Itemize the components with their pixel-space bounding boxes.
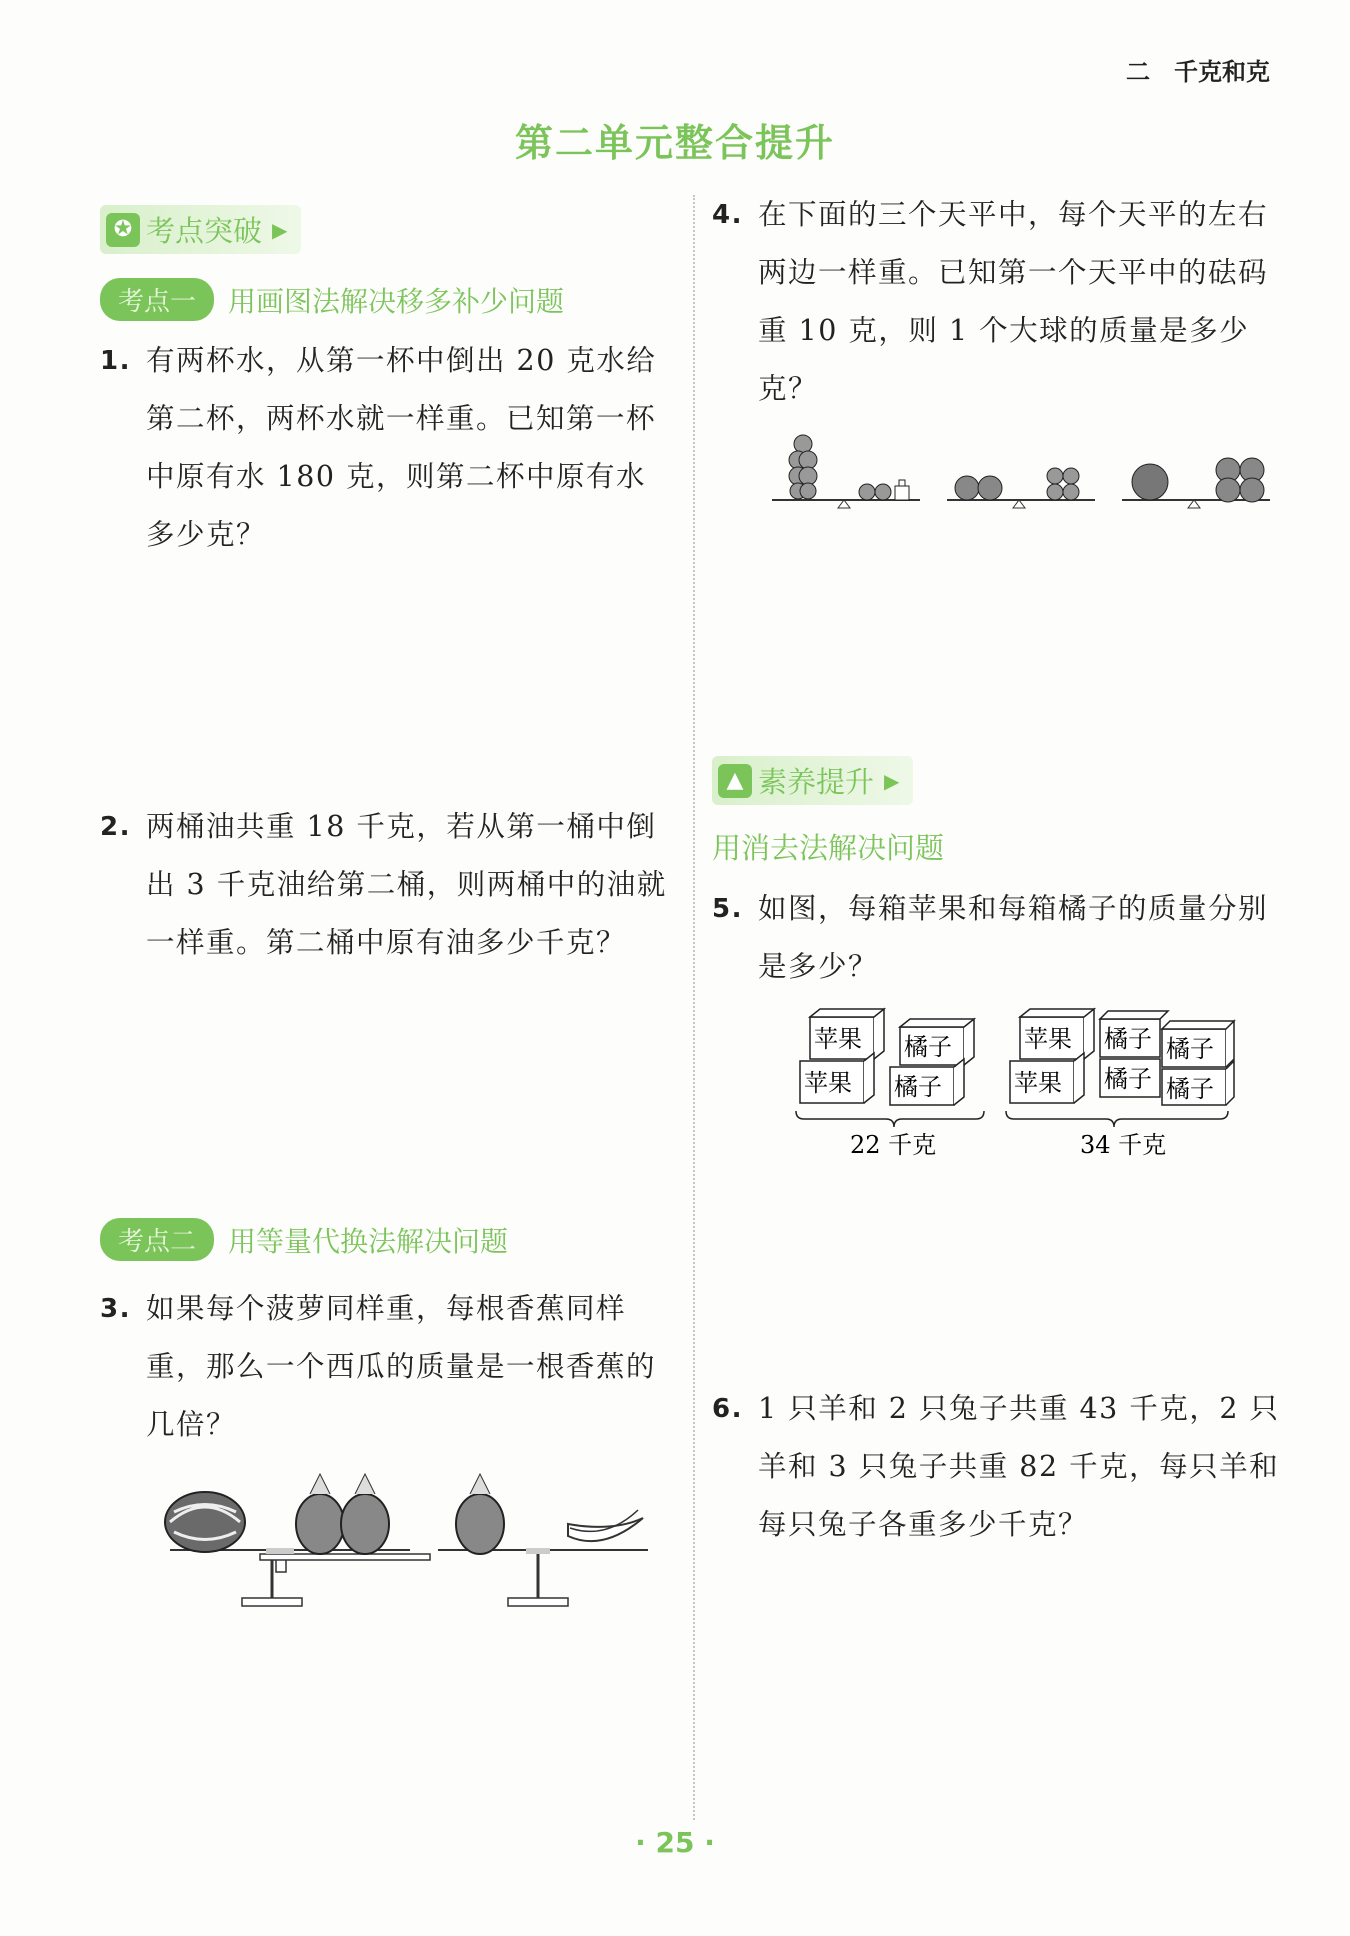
- figure-5-boxes: [790, 1005, 1260, 1165]
- question-number: 4.: [712, 200, 743, 230]
- question-text: 1 只羊和 2 只兔子共重 43 千克，2 只羊和 3 只兔子共重 82 千克，每只羊和每只兔子各重多少千克？: [758, 1392, 1280, 1541]
- column-divider: [693, 195, 695, 1820]
- breakthrough-label: 考点突破: [146, 214, 263, 248]
- page-title: 第二单元整合提升: [514, 121, 835, 165]
- box-label-orange: 橘子: [894, 1073, 942, 1101]
- page-number: · 25 ·: [635, 1826, 715, 1859]
- group1-weight: 22 千克: [850, 1131, 937, 1159]
- box-label-orange: 橘子: [1104, 1065, 1152, 1093]
- balance-2: [438, 1474, 648, 1606]
- question-4: [712, 186, 1292, 418]
- breakthrough-banner: [100, 205, 301, 254]
- balance-2: [947, 468, 1095, 508]
- question-text: 在下面的三个天平中，每个天平的左右两边一样重。已知第一个天平中的砝码重 10 克，则 1 个大球的质量是多少克？: [758, 198, 1269, 405]
- question-1: [100, 332, 676, 564]
- figure-3-balances: [160, 1462, 670, 1622]
- box-label-orange: 橘子: [904, 1033, 952, 1061]
- pineapple-icon: [341, 1494, 389, 1554]
- balance-1: [772, 435, 920, 508]
- question-number: 1.: [100, 346, 131, 376]
- box-group-1: [796, 1009, 984, 1159]
- question-2: [100, 798, 676, 972]
- literacy-banner: [712, 756, 913, 805]
- group2-weight: 34 千克: [1080, 1131, 1167, 1159]
- pineapple-icon: [296, 1494, 344, 1554]
- question-number: 5.: [712, 894, 743, 924]
- box-label-apple: 苹果: [1024, 1025, 1072, 1053]
- arrow-icon: ▶: [272, 217, 288, 242]
- point2-title: 用等量代换法解决问题: [228, 1224, 509, 1258]
- box-group-2: [1006, 1009, 1234, 1159]
- question-number: 6.: [712, 1394, 743, 1424]
- arrow-icon: ▶: [884, 768, 900, 793]
- box-label-apple: 苹果: [814, 1025, 862, 1053]
- weight-icon: [895, 486, 909, 500]
- balance-1: [165, 1474, 430, 1606]
- point1-heading: [100, 278, 564, 321]
- rocket-icon: ▲: [718, 764, 752, 798]
- question-text: 有两杯水，从第一杯中倒出 20 克水给第二杯，两杯水就一样重。已知第一杯中原有水 180 克，则第二杯中原有水多少克？: [146, 344, 657, 551]
- balance-3: [1122, 458, 1270, 508]
- watermelon-icon: [165, 1492, 245, 1552]
- question-number: 3.: [100, 1294, 131, 1324]
- question-5: [712, 880, 1292, 996]
- chapter-header: 二 千克和克: [1126, 58, 1270, 86]
- point2-pill: 考点二: [100, 1218, 214, 1261]
- box-label-apple: 苹果: [1014, 1069, 1062, 1097]
- question-3: [100, 1280, 676, 1454]
- point1-pill: 考点一: [100, 278, 214, 321]
- point2-heading: [100, 1218, 508, 1261]
- question-text: 如图，每箱苹果和每箱橘子的质量分别是多少？: [758, 892, 1269, 983]
- elimination-heading: 用消去法解决问题: [712, 831, 945, 865]
- literacy-label: 素养提升: [758, 765, 875, 799]
- star-icon: ✪: [106, 213, 140, 247]
- box-label-apple: 苹果: [804, 1069, 852, 1097]
- pineapple-icon: [456, 1494, 504, 1554]
- point1-title: 用画图法解决移多补少问题: [228, 284, 565, 318]
- question-text: 如果每个菠萝同样重，每根香蕉同样重，那么一个西瓜的质量是一根香蕉的几倍？: [146, 1292, 657, 1441]
- question-6: [712, 1380, 1292, 1554]
- question-text: 两桶油共重 18 千克，若从第一桶中倒出 3 千克油给第二桶，则两桶中的油就一样重。第二桶中原有油多少千克？: [146, 810, 667, 959]
- question-number: 2.: [100, 812, 131, 842]
- box-label-orange: 橘子: [1104, 1025, 1152, 1053]
- figure-4-balances: [770, 428, 1280, 528]
- box-label-orange: 橘子: [1166, 1035, 1214, 1063]
- box-label-orange: 橘子: [1166, 1075, 1214, 1103]
